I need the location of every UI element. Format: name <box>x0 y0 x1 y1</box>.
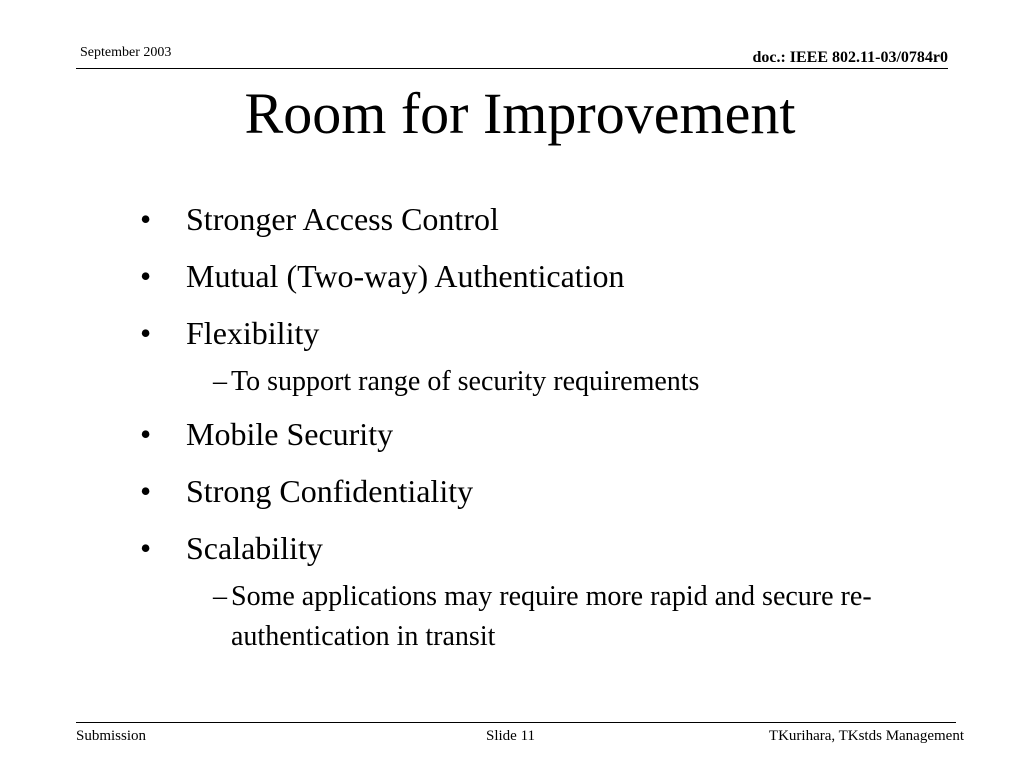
footer-submission: Submission <box>76 728 147 744</box>
bullet-icon: • <box>140 258 152 294</box>
bullet-icon: • <box>140 473 152 509</box>
header-doc-id: doc.: IEEE 802.11-03/0784r0 <box>752 49 948 66</box>
sub-bullet-text: To support range of security requirements <box>231 366 700 397</box>
bullet-item <box>140 254 940 298</box>
footer-rule <box>76 722 956 723</box>
header-rule <box>76 68 948 69</box>
bullet-icon: • <box>140 315 152 351</box>
bullet-text: Stronger Access Control <box>186 201 499 237</box>
bullet-text: Mobile Security <box>186 416 394 452</box>
footer-slide-number: Slide 11 <box>486 728 536 744</box>
sub-bullet-item <box>186 577 911 657</box>
bullet-text: Scalability <box>186 530 323 566</box>
dash-icon: – <box>213 581 227 612</box>
bullet-text: Mutual (Two-way) Authentication <box>186 258 625 294</box>
dash-icon: – <box>213 366 227 397</box>
bullet-list <box>140 197 940 667</box>
slide-title: Room for Improvement <box>244 81 796 146</box>
bullet-item <box>140 311 940 355</box>
bullet-icon: • <box>140 530 152 566</box>
bullet-text: Strong Confidentiality <box>186 473 474 509</box>
sub-bullet-text: Some applications may require more rapid and secure re-authentication in transit <box>231 581 872 652</box>
bullet-icon: • <box>140 416 152 452</box>
sub-bullet-item <box>186 362 911 402</box>
bullet-item <box>140 412 940 456</box>
bullet-item <box>140 469 940 513</box>
bullet-item <box>140 197 940 241</box>
footer-author: TKurihara, TKstds Management <box>768 728 964 744</box>
bullet-text: Flexibility <box>186 315 320 351</box>
header-date: September 2003 <box>80 45 172 60</box>
bullet-icon: • <box>140 201 152 237</box>
bullet-item <box>140 526 940 570</box>
